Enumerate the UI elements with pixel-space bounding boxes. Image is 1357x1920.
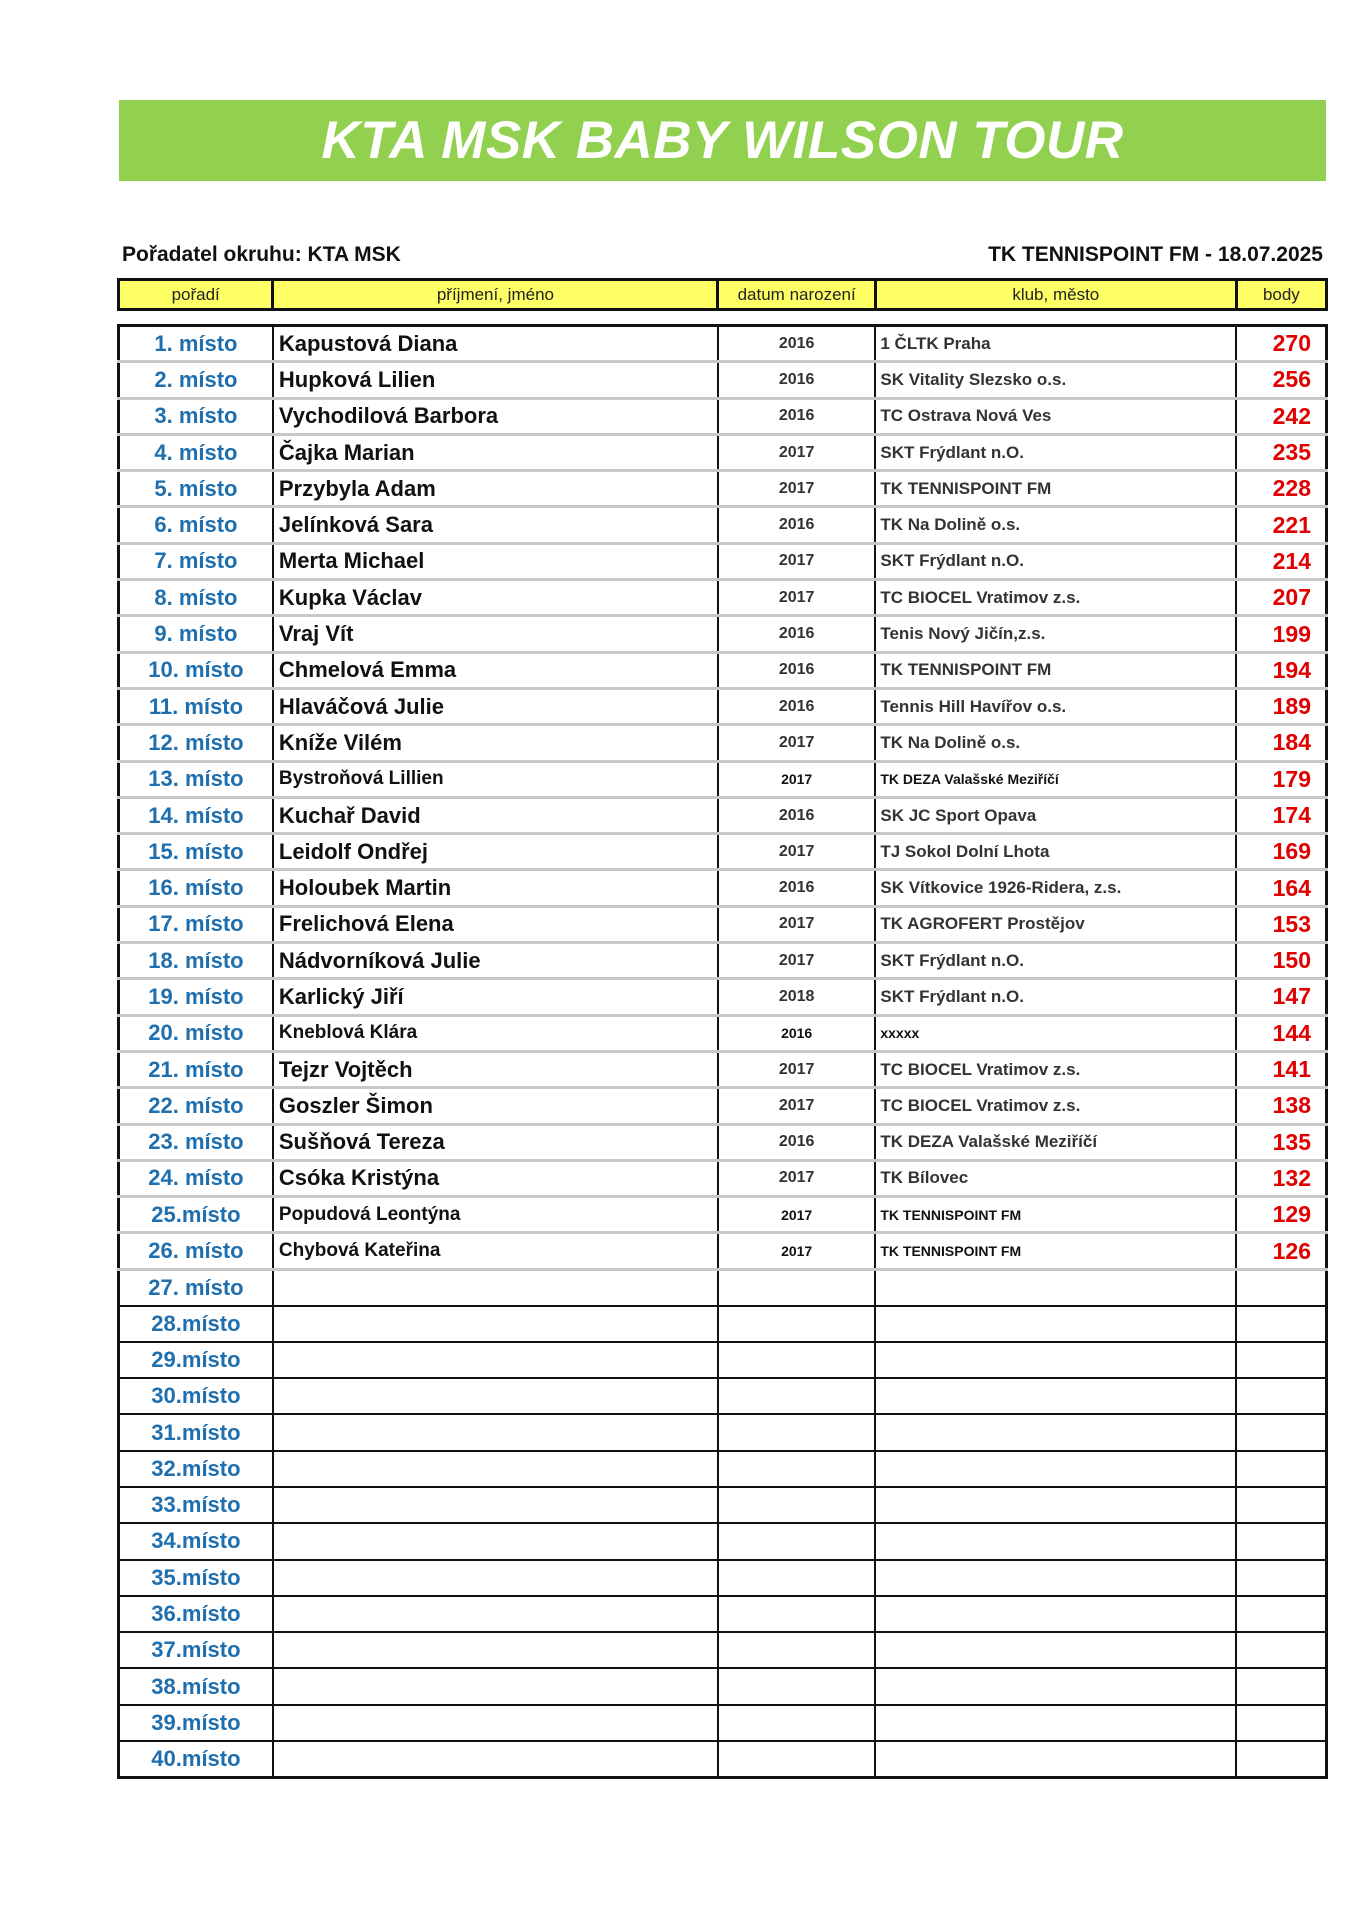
rank-cell: 20. místo (119, 1015, 273, 1051)
points-cell (1236, 1596, 1326, 1632)
club-cell: TK DEZA Valašské Meziříčí (875, 761, 1236, 797)
name-cell (273, 1414, 718, 1450)
club-cell: SK Vítkovice 1926-Ridera, z.s. (875, 870, 1236, 906)
name-cell: Kneblová Klára (273, 1015, 718, 1051)
points-cell (1236, 1632, 1326, 1668)
organizer-text: Pořadatel okruhu: KTA MSK (122, 243, 401, 266)
club-cell: 1 ČLTK Praha (875, 326, 1236, 362)
name-cell: Kuchař David (273, 797, 718, 833)
points-cell: 194 (1236, 652, 1326, 688)
club-cell (875, 1668, 1236, 1704)
points-cell: 228 (1236, 471, 1326, 507)
table-row (119, 543, 1327, 579)
rank-cell: 14. místo (119, 797, 273, 833)
name-cell: Kapustová Diana (273, 326, 718, 362)
birth-year-cell: 2017 (718, 834, 875, 870)
rank-cell: 18. místo (119, 943, 273, 979)
birth-year-cell (718, 1523, 875, 1559)
meta-line (122, 243, 1323, 271)
name-cell: Jelínková Sara (273, 507, 718, 543)
name-cell (273, 1342, 718, 1378)
points-cell: 199 (1236, 616, 1326, 652)
birth-year-cell (718, 1342, 875, 1378)
club-cell (875, 1378, 1236, 1414)
column-header-points: body (1236, 280, 1326, 310)
rank-cell: 24. místo (119, 1160, 273, 1196)
rank-cell: 22. místo (119, 1088, 273, 1124)
points-cell (1236, 1269, 1326, 1305)
name-cell: Čajka Marian (273, 434, 718, 470)
rank-cell: 34.místo (119, 1523, 273, 1559)
points-cell: 214 (1236, 543, 1326, 579)
name-cell: Bystroňová Lillien (273, 761, 718, 797)
name-cell: Leidolf Ondřej (273, 834, 718, 870)
club-cell: SKT Frýdlant n.O. (875, 979, 1236, 1015)
name-cell: Przybyla Adam (273, 471, 718, 507)
club-cell: TK TENNISPOINT FM (875, 652, 1236, 688)
table-row (119, 1705, 1327, 1741)
table-row (119, 761, 1327, 797)
table-row (119, 1088, 1327, 1124)
club-cell (875, 1414, 1236, 1450)
points-cell: 129 (1236, 1197, 1326, 1233)
rank-cell: 37.místo (119, 1632, 273, 1668)
points-cell (1236, 1378, 1326, 1414)
birth-year-cell: 2016 (718, 362, 875, 398)
results-body (119, 326, 1327, 1778)
points-cell (1236, 1306, 1326, 1342)
rank-cell: 16. místo (119, 870, 273, 906)
club-cell (875, 1306, 1236, 1342)
table-row (119, 362, 1327, 398)
name-cell (273, 1668, 718, 1704)
table-row (119, 1596, 1327, 1632)
club-cell: TC BIOCEL Vratimov z.s. (875, 1088, 1236, 1124)
birth-year-cell (718, 1668, 875, 1704)
name-cell: Tejzr Vojtěch (273, 1051, 718, 1087)
club-cell: Tennis Hill Havířov o.s. (875, 688, 1236, 724)
rank-cell: 35.místo (119, 1560, 273, 1596)
name-cell: Hupková Lilien (273, 362, 718, 398)
points-cell: 164 (1236, 870, 1326, 906)
page-title: KTA MSK BABY WILSON TOUR (321, 111, 1124, 170)
points-cell: 132 (1236, 1160, 1326, 1196)
table-row (119, 1451, 1327, 1487)
club-cell: TK TENNISPOINT FM (875, 471, 1236, 507)
club-cell: TC BIOCEL Vratimov z.s. (875, 1051, 1236, 1087)
club-cell: TK TENNISPOINT FM (875, 1233, 1236, 1269)
column-header-club: klub, město (875, 280, 1236, 310)
birth-year-cell (718, 1414, 875, 1450)
rank-cell: 8. místo (119, 580, 273, 616)
birth-year-cell: 2017 (718, 1088, 875, 1124)
table-row (119, 1051, 1327, 1087)
name-cell: Kupka Václav (273, 580, 718, 616)
rank-cell: 17. místo (119, 906, 273, 942)
club-cell: TC Ostrava Nová Ves (875, 398, 1236, 434)
name-cell: Nádvorníková Julie (273, 943, 718, 979)
rank-cell: 19. místo (119, 979, 273, 1015)
table-row (119, 580, 1327, 616)
name-cell: Goszler Šimon (273, 1088, 718, 1124)
club-cell (875, 1342, 1236, 1378)
birth-year-cell: 2016 (718, 507, 875, 543)
birth-year-cell: 2017 (718, 1197, 875, 1233)
birth-year-cell (718, 1378, 875, 1414)
club-cell: SK JC Sport Opava (875, 797, 1236, 833)
table-row (119, 1124, 1327, 1160)
table-row (119, 870, 1327, 906)
birth-year-cell: 2017 (718, 943, 875, 979)
points-cell: 184 (1236, 725, 1326, 761)
birth-year-cell (718, 1632, 875, 1668)
rank-cell: 26. místo (119, 1233, 273, 1269)
table-row (119, 507, 1327, 543)
club-cell (875, 1523, 1236, 1559)
column-header-birth: datum narození (718, 280, 875, 310)
event-text: TK TENNISPOINT FM - 18.07.2025 (988, 243, 1323, 266)
rank-cell: 9. místo (119, 616, 273, 652)
rank-cell: 6. místo (119, 507, 273, 543)
birth-year-cell: 2017 (718, 434, 875, 470)
table-row (119, 471, 1327, 507)
name-cell (273, 1269, 718, 1305)
name-cell (273, 1487, 718, 1523)
table-row (119, 1269, 1327, 1305)
club-cell: TJ Sokol Dolní Lhota (875, 834, 1236, 870)
birth-year-cell: 2016 (718, 1015, 875, 1051)
name-cell (273, 1378, 718, 1414)
results-table (117, 324, 1328, 1779)
club-cell: TK Bílovec (875, 1160, 1236, 1196)
club-cell: TK Na Dolině o.s. (875, 507, 1236, 543)
rank-cell: 13. místo (119, 761, 273, 797)
rank-cell: 38.místo (119, 1668, 273, 1704)
birth-year-cell (718, 1487, 875, 1523)
birth-year-cell: 2016 (718, 797, 875, 833)
table-row (119, 1487, 1327, 1523)
points-cell (1236, 1487, 1326, 1523)
table-row (119, 1632, 1327, 1668)
name-cell (273, 1741, 718, 1777)
rank-cell: 25.místo (119, 1197, 273, 1233)
table-row (119, 326, 1327, 362)
table-row (119, 1741, 1327, 1777)
points-cell: 189 (1236, 688, 1326, 724)
rank-cell: 3. místo (119, 398, 273, 434)
name-cell: Chmelová Emma (273, 652, 718, 688)
points-cell: 256 (1236, 362, 1326, 398)
table-row (119, 797, 1327, 833)
birth-year-cell: 2016 (718, 326, 875, 362)
birth-year-cell (718, 1560, 875, 1596)
points-cell (1236, 1705, 1326, 1741)
birth-year-cell: 2017 (718, 543, 875, 579)
rank-cell: 2. místo (119, 362, 273, 398)
name-cell: Frelichová Elena (273, 906, 718, 942)
club-cell: SKT Frýdlant n.O. (875, 543, 1236, 579)
points-cell (1236, 1342, 1326, 1378)
name-cell: Popudová Leontýna (273, 1197, 718, 1233)
rank-cell: 33.místo (119, 1487, 273, 1523)
club-cell: TK DEZA Valašské Meziříčí (875, 1124, 1236, 1160)
table-row (119, 1668, 1327, 1704)
table-row (119, 1523, 1327, 1559)
club-cell: TK TENNISPOINT FM (875, 1197, 1236, 1233)
club-cell: xxxxx (875, 1015, 1236, 1051)
points-cell (1236, 1741, 1326, 1777)
birth-year-cell: 2017 (718, 1233, 875, 1269)
birth-year-cell: 2017 (718, 580, 875, 616)
rank-cell: 30.místo (119, 1378, 273, 1414)
points-cell: 169 (1236, 834, 1326, 870)
rank-cell: 12. místo (119, 725, 273, 761)
birth-year-cell: 2017 (718, 761, 875, 797)
birth-year-cell: 2016 (718, 652, 875, 688)
birth-year-cell: 2017 (718, 471, 875, 507)
points-cell: 174 (1236, 797, 1326, 833)
table-row (119, 834, 1327, 870)
rank-cell: 7. místo (119, 543, 273, 579)
rank-cell: 15. místo (119, 834, 273, 870)
table-row (119, 1015, 1327, 1051)
rank-cell: 1. místo (119, 326, 273, 362)
points-cell: 207 (1236, 580, 1326, 616)
club-cell: SK Vitality Slezsko o.s. (875, 362, 1236, 398)
name-cell: Chybová Kateřina (273, 1233, 718, 1269)
club-cell: TC BIOCEL Vratimov z.s. (875, 580, 1236, 616)
table-row (119, 1342, 1327, 1378)
points-cell: 147 (1236, 979, 1326, 1015)
name-cell (273, 1705, 718, 1741)
rank-cell: 36.místo (119, 1596, 273, 1632)
points-cell: 150 (1236, 943, 1326, 979)
points-cell: 153 (1236, 906, 1326, 942)
birth-year-cell: 2016 (718, 688, 875, 724)
title-banner (119, 100, 1326, 181)
points-cell: 138 (1236, 1088, 1326, 1124)
table-row (119, 1197, 1327, 1233)
club-cell (875, 1632, 1236, 1668)
column-header-rank: pořadí (119, 280, 273, 310)
points-cell: 141 (1236, 1051, 1326, 1087)
table-row (119, 906, 1327, 942)
table-row (119, 1414, 1327, 1450)
table-row (119, 1306, 1327, 1342)
birth-year-cell: 2017 (718, 1160, 875, 1196)
club-cell (875, 1560, 1236, 1596)
points-cell: 126 (1236, 1233, 1326, 1269)
rank-cell: 23. místo (119, 1124, 273, 1160)
points-cell (1236, 1668, 1326, 1704)
name-cell (273, 1596, 718, 1632)
rank-cell: 29.místo (119, 1342, 273, 1378)
table-row (119, 725, 1327, 761)
club-cell: Tenis Nový Jičín,z.s. (875, 616, 1236, 652)
column-header-row (119, 280, 1327, 310)
name-cell (273, 1306, 718, 1342)
table-row (119, 1233, 1327, 1269)
club-cell: SKT Frýdlant n.O. (875, 434, 1236, 470)
name-cell: Hlaváčová Julie (273, 688, 718, 724)
club-cell: SKT Frýdlant n.O. (875, 943, 1236, 979)
birth-year-cell: 2016 (718, 870, 875, 906)
club-cell (875, 1741, 1236, 1777)
birth-year-cell: 2017 (718, 906, 875, 942)
birth-year-cell (718, 1269, 875, 1305)
table-row (119, 1160, 1327, 1196)
birth-year-cell: 2016 (718, 1124, 875, 1160)
rank-cell: 5. místo (119, 471, 273, 507)
table-row (119, 943, 1327, 979)
rank-cell: 39.místo (119, 1705, 273, 1741)
club-cell: TK Na Dolině o.s. (875, 725, 1236, 761)
points-cell (1236, 1523, 1326, 1559)
club-cell (875, 1451, 1236, 1487)
rank-cell: 32.místo (119, 1451, 273, 1487)
column-header-name: příjmení, jméno (273, 280, 718, 310)
rank-cell: 27. místo (119, 1269, 273, 1305)
rank-cell: 28.místo (119, 1306, 273, 1342)
birth-year-cell (718, 1705, 875, 1741)
name-cell (273, 1560, 718, 1596)
name-cell: Kníže Vilém (273, 725, 718, 761)
name-cell: Csóka Kristýna (273, 1160, 718, 1196)
points-cell: 179 (1236, 761, 1326, 797)
rank-cell: 10. místo (119, 652, 273, 688)
name-cell: Vraj Vít (273, 616, 718, 652)
column-header-table (117, 278, 1328, 311)
name-cell (273, 1451, 718, 1487)
club-cell (875, 1269, 1236, 1305)
birth-year-cell (718, 1306, 875, 1342)
points-cell: 135 (1236, 1124, 1326, 1160)
points-cell (1236, 1451, 1326, 1487)
birth-year-cell: 2018 (718, 979, 875, 1015)
table-row (119, 652, 1327, 688)
points-cell: 270 (1236, 326, 1326, 362)
name-cell: Sušňová Tereza (273, 1124, 718, 1160)
birth-year-cell: 2016 (718, 398, 875, 434)
rank-cell: 4. místo (119, 434, 273, 470)
points-cell (1236, 1414, 1326, 1450)
club-cell (875, 1487, 1236, 1523)
name-cell: Merta Michael (273, 543, 718, 579)
birth-year-cell: 2017 (718, 1051, 875, 1087)
table-row (119, 688, 1327, 724)
birth-year-cell (718, 1596, 875, 1632)
rank-cell: 31.místo (119, 1414, 273, 1450)
birth-year-cell (718, 1741, 875, 1777)
table-row (119, 1560, 1327, 1596)
name-cell: Karlický Jiří (273, 979, 718, 1015)
points-cell: 235 (1236, 434, 1326, 470)
club-cell: TK AGROFERT Prostějov (875, 906, 1236, 942)
club-cell (875, 1596, 1236, 1632)
points-cell (1236, 1560, 1326, 1596)
name-cell: Vychodilová Barbora (273, 398, 718, 434)
table-row (119, 979, 1327, 1015)
table-row (119, 434, 1327, 470)
rank-cell: 11. místo (119, 688, 273, 724)
points-cell: 144 (1236, 1015, 1326, 1051)
table-row (119, 398, 1327, 434)
name-cell (273, 1523, 718, 1559)
table-row (119, 616, 1327, 652)
birth-year-cell (718, 1451, 875, 1487)
club-cell (875, 1705, 1236, 1741)
table-row (119, 1378, 1327, 1414)
birth-year-cell: 2016 (718, 616, 875, 652)
birth-year-cell: 2017 (718, 725, 875, 761)
name-cell (273, 1632, 718, 1668)
points-cell: 221 (1236, 507, 1326, 543)
rank-cell: 21. místo (119, 1051, 273, 1087)
rank-cell: 40.místo (151, 1745, 241, 1771)
name-cell: Holoubek Martin (273, 870, 718, 906)
points-cell: 242 (1236, 398, 1326, 434)
